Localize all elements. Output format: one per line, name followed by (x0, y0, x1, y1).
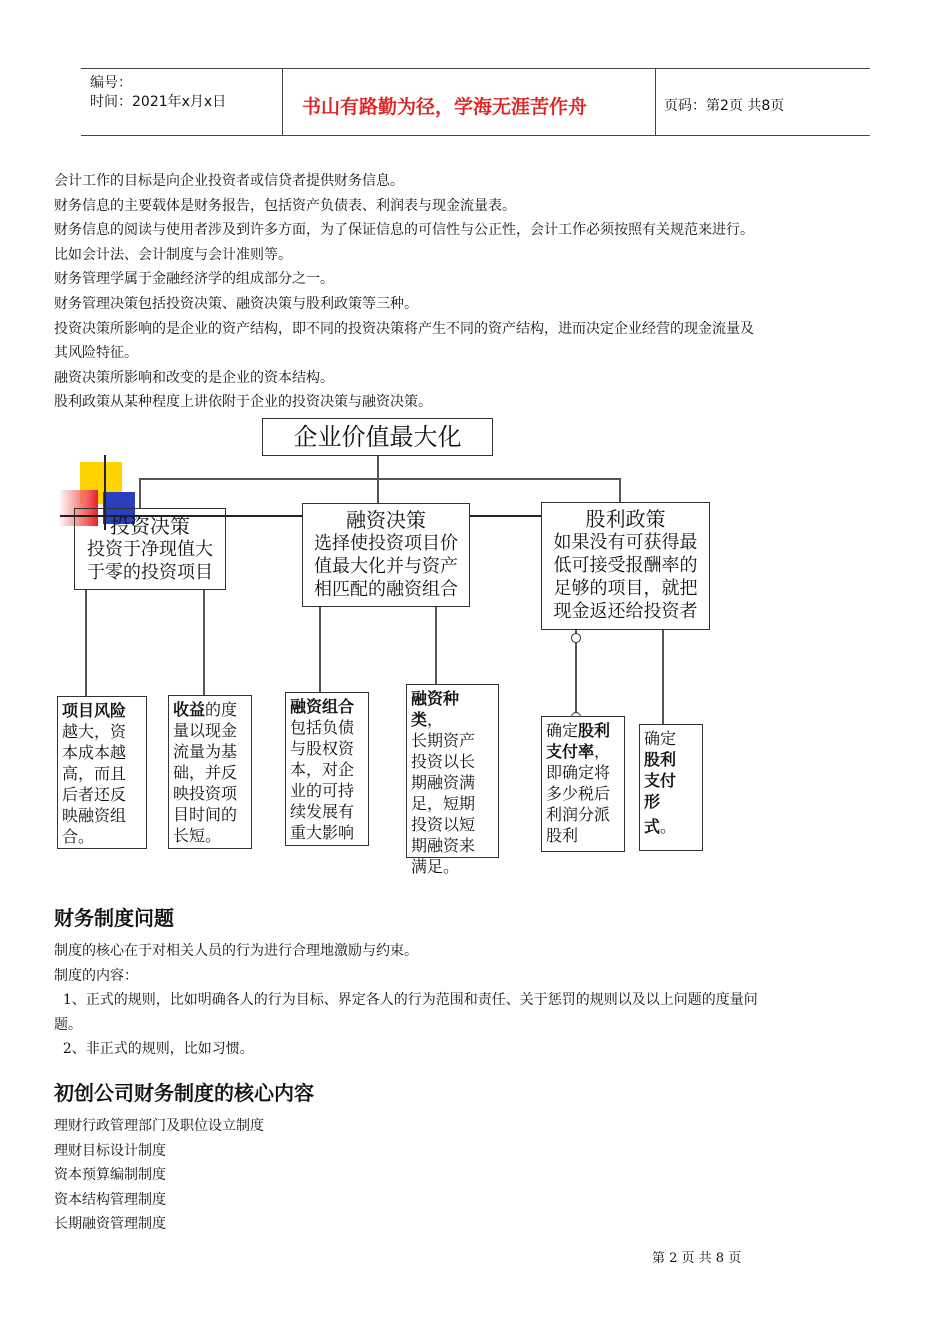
leaf-line: 后者还反 (62, 785, 127, 804)
dividend-desc-line: 现金返还给投资者 (553, 601, 698, 622)
header-page-label: 页码：第2页 共8页 (664, 98, 785, 114)
finance-title: 融资决策 (346, 508, 426, 532)
leaf-line: 期融资来 (411, 836, 476, 855)
intro-line: 会计工作的目标是向企业投资者或信贷者提供财务信息。 (54, 173, 404, 189)
connector (139, 478, 619, 480)
leaf-line: 满足。 (411, 857, 460, 876)
leaf-line: 投资以短 (411, 815, 476, 834)
section1-body (54, 939, 904, 1062)
leaf-financing-mix (285, 692, 369, 846)
invest-decision-box (74, 508, 226, 590)
header-divider-1 (282, 69, 283, 135)
leaf-payout-ratio (541, 716, 625, 852)
leaf-bold: 形 (644, 792, 661, 811)
leaf-project-risk (57, 696, 147, 849)
root-box: 企业价值最大化 (262, 418, 493, 456)
dividend-title: 股利政策 (585, 507, 666, 531)
section2-line: 资本结构管理制度 (54, 1191, 166, 1208)
leaf-line: 足，短期 (411, 794, 476, 813)
section2-line: 理财行政管理部门及职位设立制度 (54, 1118, 264, 1134)
dividend-policy-box (541, 502, 710, 630)
intro-line: 投资决策所影响的是企业的资产结构，即不同的投资决策将产生不同的资产结构，进而决定企业经营的现金流量及 (54, 320, 754, 337)
dividend-desc-line: 足够的项目，就把 (553, 578, 698, 599)
connector (85, 590, 87, 696)
invest-title: 投资决策 (110, 514, 190, 538)
leaf-line: 越大，资 (62, 722, 127, 741)
leaf-line: 长期资产 (411, 731, 476, 750)
intro-line: 财务信息的阅读与使用者涉及到许多方面，为了保证信息的可信性与公正性，会计工作必须按照有关规范来进行。 (54, 222, 754, 239)
leaf-bold: 股利 (644, 750, 677, 769)
leaf-bold: 项目风险 (62, 701, 127, 720)
connector (203, 590, 205, 695)
intro-line: 其风险特征。 (54, 345, 138, 362)
section2-line: 长期融资管理制度 (54, 1216, 166, 1233)
invest-desc-line: 于零的投资项目 (87, 562, 213, 583)
connector (662, 630, 664, 724)
leaf-line: 投资以长 (411, 752, 476, 771)
invest-desc-line: 投资于净现值大 (87, 539, 213, 560)
connector (377, 456, 379, 478)
leaf-line: 利润分派 (546, 805, 611, 824)
section1-line: 制度的内容： (54, 967, 138, 984)
leaf-line: 多少税后 (546, 784, 611, 803)
section-heading-finance-system: 财务制度问题 (54, 906, 174, 930)
leaf-line: 本成本越 (62, 743, 127, 762)
intro-line: 财务管理决策包括投资决策、融资决策与股利政策等三种。 (54, 295, 418, 312)
dividend-desc-line: 如果没有可获得最 (553, 532, 698, 553)
page-footer: 第 2 页 共 8 页 (652, 1251, 742, 1266)
leaf-line: 高，而且 (62, 764, 127, 783)
section1-line: 1、正式的规则，比如明确各人的行为目标、界定各人的行为范围和责任、关于惩罚的规则以及以上问题的度量问 (54, 992, 758, 1009)
leaf-line: 业的可持 (290, 781, 355, 800)
leaf-text: 确定 (644, 729, 677, 748)
leaf-financing-type (406, 684, 499, 876)
leaf-line: 续发展有 (290, 802, 355, 821)
header-divider-2 (655, 69, 656, 135)
header-time: 时间：2021年x月x日 (90, 94, 227, 110)
connector (319, 607, 321, 692)
connector-dot (571, 633, 581, 643)
finance-decision-box (302, 503, 470, 607)
leaf-bold: 类 (411, 710, 428, 729)
leaf-line: 包括负债 (290, 718, 355, 737)
connector (435, 607, 437, 684)
leaf-line: 映投资项 (173, 784, 238, 803)
section1-line: 制度的核心在于对相关人员的行为进行合理地激励与约束。 (54, 943, 418, 959)
intro-line: 财务管理学属于金融经济学的组成部分之一。 (54, 271, 334, 288)
header-number: 编号： (90, 75, 132, 91)
leaf-line: 股利 (546, 826, 579, 845)
leaf-line: 与股权资 (290, 739, 355, 758)
leaf-line: 映融资组 (62, 806, 127, 825)
leaf-bold: 融资组合 (290, 697, 355, 716)
intro-line: 财务信息的主要载体是财务报告，包括资产负债表、利润表与现金流量表。 (54, 197, 516, 214)
leaf-return (168, 695, 252, 849)
leaf-bold: 支付 (644, 771, 677, 790)
leaf-line: 合。 (62, 827, 95, 846)
finance-desc-line: 选择使投资项目价 (314, 533, 458, 554)
leaf-line: 目时间的 (173, 805, 238, 824)
leaf-bold: 支付率 (546, 742, 595, 761)
leaf-payout-form (639, 724, 703, 851)
leaf-text: 确定 (546, 721, 579, 740)
connector (139, 478, 141, 508)
header-top-rule (81, 68, 870, 69)
connector (377, 478, 379, 503)
leaf-line: 长短。 (173, 826, 222, 845)
leaf-line: 础，并反 (173, 763, 238, 782)
section1-line: 2、非正式的规则，比如习惯。 (54, 1041, 254, 1058)
finance-desc-line: 值最大化并与资产 (314, 556, 458, 577)
section-heading-core-content: 初创公司财务制度的核心内容 (54, 1081, 314, 1105)
intro-line: 融资决策所影响和改变的是企业的资本结构。 (54, 369, 334, 386)
section1-line: 题。 (54, 1016, 82, 1033)
leaf-bold: 融资种 (411, 689, 460, 708)
leaf-line: 期融资满 (411, 773, 476, 792)
leaf-bold: 股利 (578, 721, 611, 740)
intro-line: 比如会计法、会计制度与会计准则等。 (54, 246, 292, 263)
leaf-line: 流量为基 (173, 742, 238, 761)
dividend-desc-line: 低可接受报酬率的 (553, 555, 698, 576)
leaf-line: 本，对企 (290, 760, 355, 779)
leaf-bold: 收益 (173, 700, 206, 719)
section2-body (54, 1114, 904, 1237)
leaf-text: ， (427, 710, 444, 729)
leaf-text: 的度 (205, 700, 238, 719)
section2-line: 理财目标设计制度 (54, 1142, 166, 1159)
section2-line: 资本预算编制制度 (54, 1167, 166, 1184)
connector (619, 478, 621, 502)
leaf-line: 即确定将 (546, 763, 611, 782)
leaf-text: 。 (660, 817, 677, 836)
leaf-line: 量以现金 (173, 721, 238, 740)
finance-desc-line: 相匹配的融资组合 (314, 579, 458, 600)
intro-line: 股利政策从某种程度上讲依附于企业的投资决策与融资决策。 (54, 394, 432, 411)
header-motto: 书山有路勤为径，学海无涯苦作舟 (302, 96, 588, 118)
leaf-line: 重大影响 (290, 823, 355, 842)
header-bottom-rule (81, 135, 870, 136)
leaf-text: ， (594, 742, 611, 761)
leaf-bold: 式 (644, 817, 661, 836)
intro-paragraph (54, 169, 904, 415)
